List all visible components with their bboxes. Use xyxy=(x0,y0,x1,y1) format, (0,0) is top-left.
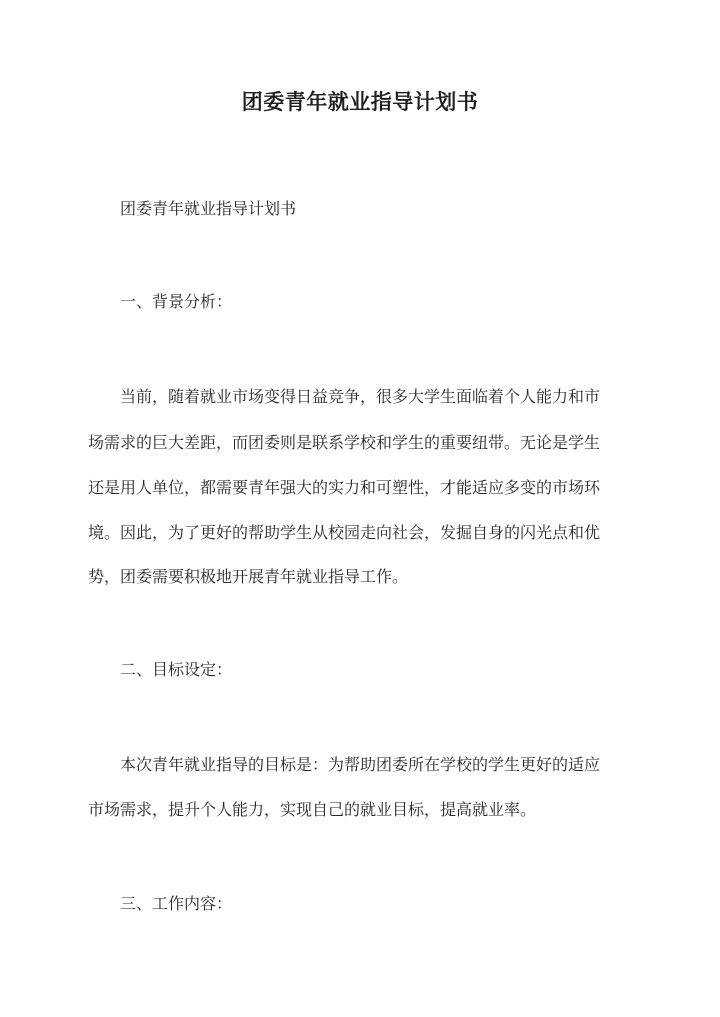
page-title: 团委青年就业指导计划书 xyxy=(241,89,479,114)
document-subtitle: 团委青年就业指导计划书 xyxy=(120,199,297,218)
paragraph-line: 场需求的巨大差距，而团委则是联系学校和学生的重要纽带。无论是学生 xyxy=(88,433,601,452)
paragraph-line: 市场需求，提升个人能力，实现自己的就业目标，提高就业率。 xyxy=(88,800,537,819)
section-heading-goals: 二、目标设定： xyxy=(120,660,233,679)
paragraph-line: 境。因此，为了更好的帮助学生从校园走向社会，发掘自身的闪光点和优 xyxy=(88,523,601,542)
paragraph-line: 当前，随着就业市场变得日益竞争，很多大学生面临着个人能力和市 xyxy=(120,387,601,406)
paragraph-line: 势，团委需要积极地开展青年就业指导工作。 xyxy=(88,567,409,586)
section-heading-work-content: 三、工作内容： xyxy=(120,894,233,913)
section-heading-background: 一、背景分析： xyxy=(120,292,233,311)
paragraph-line: 还是用人单位，都需要青年强大的实力和可塑性，才能适应多变的市场环 xyxy=(88,478,601,497)
paragraph-line: 本次青年就业指导的目标是：为帮助团委所在学校的学生更好的适应 xyxy=(120,755,601,774)
